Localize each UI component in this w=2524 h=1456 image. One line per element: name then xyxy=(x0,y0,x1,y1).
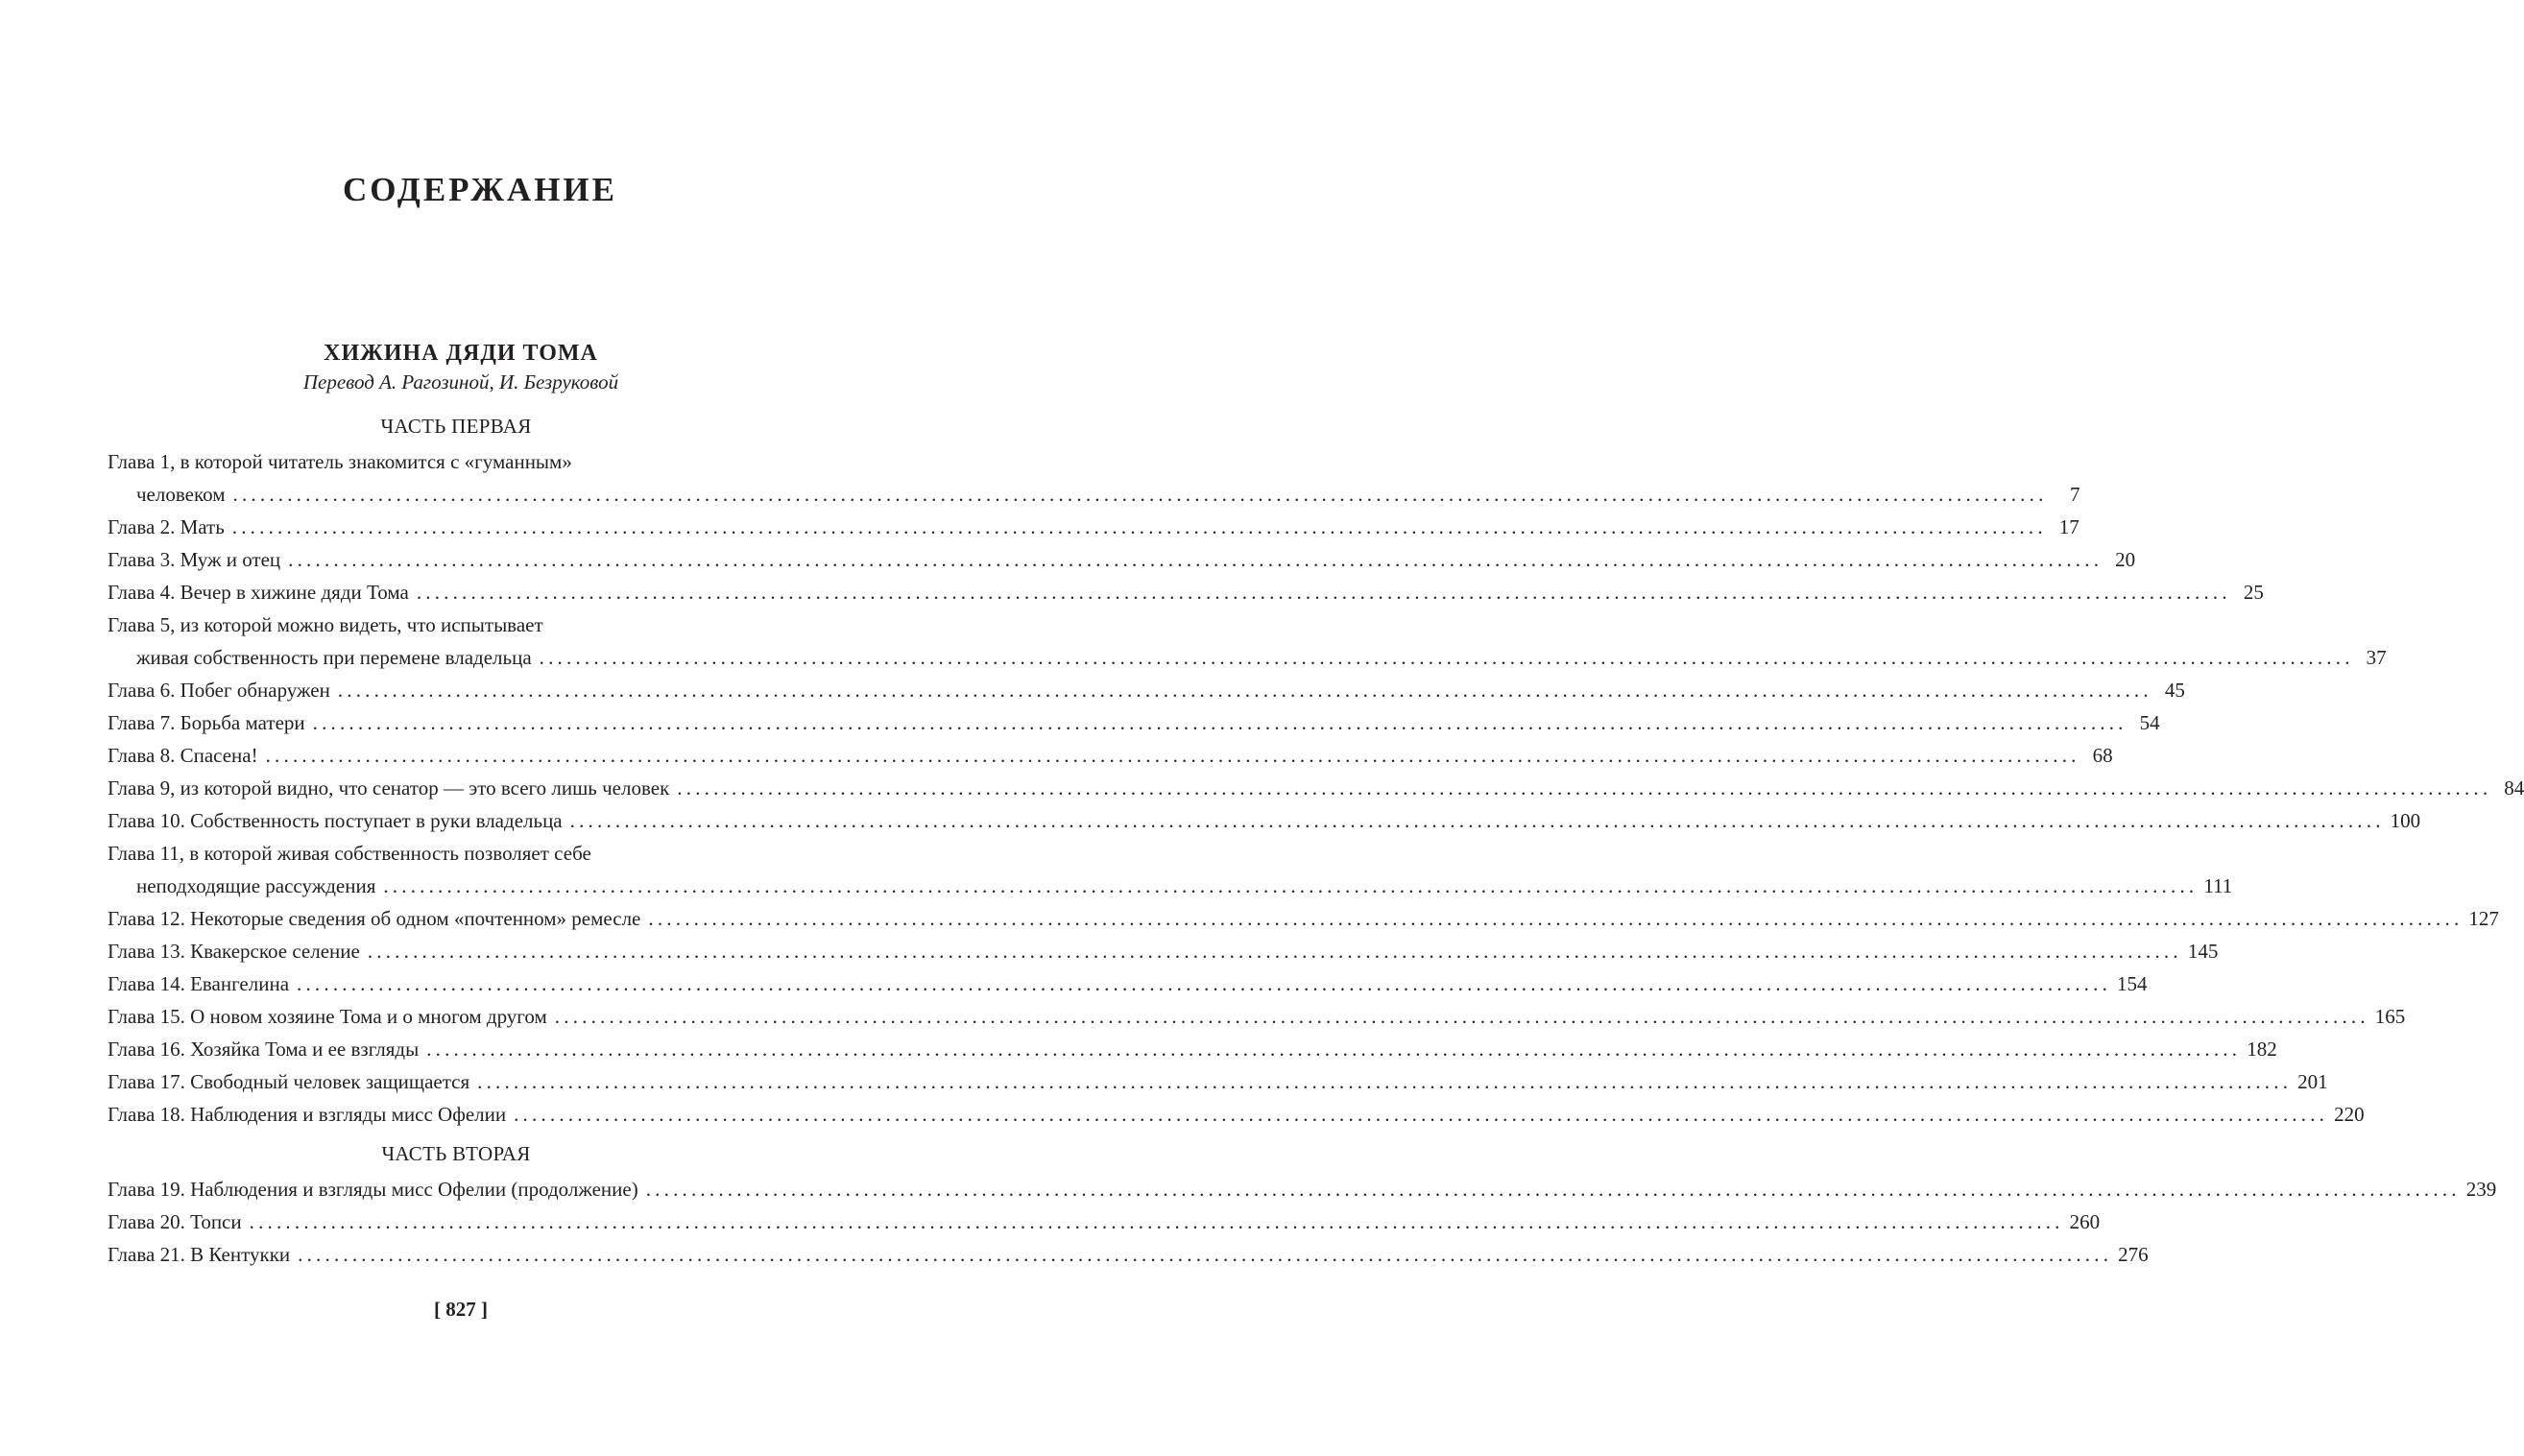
toc-page-number: 7 xyxy=(2070,483,2080,506)
dot-leader: ........................................................................................................................................................................................................ xyxy=(426,1038,2242,1061)
toc-entry-title: Глава 2. Мать xyxy=(108,515,225,538)
dot-leader: ........................................................................................................................................................................................................ xyxy=(288,548,2103,571)
toc-entry-title: Глава 18. Наблюдения и взгляды мисс Офелии xyxy=(108,1103,507,1126)
toc-entry-line xyxy=(108,1205,2101,1238)
toc-page-number: 37 xyxy=(2366,646,2387,669)
dot-leader: ........................................................................................................................................................................................................ xyxy=(383,874,2199,897)
toc-entry-line xyxy=(108,1065,2328,1098)
toc-entry-line xyxy=(108,1238,2149,1271)
dot-leader: ........................................................................................................................................................................................................ xyxy=(312,711,2127,734)
toc-page-number: 17 xyxy=(2058,515,2079,538)
toc-entry xyxy=(108,739,2113,772)
part-two xyxy=(108,1140,2497,1271)
toc-entry-title: Глава 21. В Кентукки xyxy=(108,1243,291,1266)
toc-entry xyxy=(108,1238,2149,1271)
toc-page-number: 239 xyxy=(2465,1178,2497,1201)
toc-page-number: 25 xyxy=(2243,581,2264,604)
toc-entry xyxy=(108,902,2499,935)
dot-leader: ........................................................................................................................................................................................................ xyxy=(298,1243,2113,1266)
toc-entry-title-first-line: Глава 5, из которой можно видеть, что испытывает xyxy=(108,613,543,636)
toc-page-number: 20 xyxy=(2115,548,2136,571)
toc-entry-title-first-line: Глава 1, в которой читатель знакомится с «гуманным» xyxy=(108,450,572,473)
toc-page-number: 100 xyxy=(2390,809,2421,832)
toc-entry-title: неподходящие рассуждения xyxy=(136,874,376,897)
toc-entry-title: живая собственность при перемене владельца xyxy=(136,646,532,669)
toc-entry-line xyxy=(108,739,2113,772)
dot-leader: ........................................................................................................................................................................................................ xyxy=(677,776,2492,800)
toc-page-number: 145 xyxy=(2187,940,2219,963)
toc-entry-title: Глава 9, из которой видно, что сенатор — это всего лишь человек xyxy=(108,776,670,800)
toc-entry-title: Глава 7. Борьба матери xyxy=(108,711,305,734)
toc-entry xyxy=(108,804,2421,837)
toc-page-number: 201 xyxy=(2297,1070,2328,1093)
toc-entry xyxy=(108,543,2136,576)
book-title: ХИЖИНА ДЯДИ ТОМА xyxy=(324,341,598,366)
toc-page-number: 165 xyxy=(2374,1005,2406,1028)
toc-entry xyxy=(108,837,2233,902)
toc-entry xyxy=(108,1033,2277,1065)
toc-entry-title: Глава 4. Вечер в хижине дяди Тома xyxy=(108,581,409,604)
toc-entry xyxy=(108,576,2264,609)
toc-entry xyxy=(108,609,2387,674)
toc-page-number: 260 xyxy=(2069,1210,2101,1233)
toc-list xyxy=(108,1173,2497,1271)
dot-leader: ........................................................................................................................................................................................................ xyxy=(249,1210,2064,1233)
toc-page-number: 68 xyxy=(2092,744,2113,767)
dot-leader: ........................................................................................................................................................................................................ xyxy=(265,744,2080,767)
part-one xyxy=(108,413,2524,1131)
toc-entry-line xyxy=(108,543,2136,576)
dot-leader: ........................................................................................................................................................................................................ xyxy=(231,515,2047,538)
toc-list xyxy=(108,445,2524,1131)
page-heading: СОДЕРЖАНИЕ xyxy=(342,171,617,208)
toc-entry-line xyxy=(108,870,2233,902)
toc-entry-line xyxy=(108,706,2160,739)
toc-entry-title: Глава 13. Квакерское селение xyxy=(108,940,360,963)
toc-entry-line xyxy=(108,1098,2365,1131)
toc-entry xyxy=(108,1098,2365,1131)
toc-entry xyxy=(108,706,2160,739)
toc-entry-title: Глава 14. Евангелина xyxy=(108,972,290,995)
toc-entry-title: Глава 19. Наблюдения и взгляды мисс Офелии (продолжение) xyxy=(108,1178,638,1201)
toc-entry-line xyxy=(108,967,2148,1000)
toc-page-number: 54 xyxy=(2139,711,2160,734)
dot-leader: ........................................................................................................................................................................................................ xyxy=(477,1070,2293,1093)
toc-entry-title: Глава 8. Спасена! xyxy=(108,744,258,767)
toc-entry xyxy=(108,511,2079,543)
dot-leader: ........................................................................................................................................................................................................ xyxy=(554,1005,2369,1028)
part-title: ЧАСТЬ ПЕРВАЯ xyxy=(380,415,532,438)
toc-entry-line xyxy=(108,1173,2497,1205)
toc-entry-title: человеком xyxy=(136,483,226,506)
toc-entry xyxy=(108,1205,2101,1238)
dot-leader: ........................................................................................................................................................................................................ xyxy=(416,581,2231,604)
dot-leader: ........................................................................................................................................................................................................ xyxy=(232,483,2048,506)
toc-entry-line xyxy=(108,674,2185,706)
toc-entry-title-first-line: Глава 11, в которой живая собственность позволяет себе xyxy=(108,842,591,865)
toc-entry-line xyxy=(108,1033,2277,1065)
toc-page-number: 127 xyxy=(2468,907,2499,930)
toc-entry-line xyxy=(108,902,2499,935)
dot-leader: ........................................................................................................................................................................................................ xyxy=(648,907,2464,930)
toc-page-number: 154 xyxy=(2117,972,2148,995)
dot-leader: ........................................................................................................................................................................................................ xyxy=(569,809,2385,832)
toc-page-number: 45 xyxy=(2164,679,2185,702)
toc-entry-line xyxy=(108,511,2079,543)
toc-page-number: 111 xyxy=(2203,874,2233,897)
toc-page-number: 220 xyxy=(2334,1103,2365,1126)
toc-entry-title: Глава 10. Собственность поступает в руки владельца xyxy=(108,809,563,832)
page-number: [ 827 ] xyxy=(434,1298,488,1321)
toc-entry-title: Глава 6. Побег обнаружен xyxy=(108,679,330,702)
translator-credit: Перевод А. Рагозиной, И. Безруковой xyxy=(302,370,619,394)
toc-entry-line xyxy=(108,641,2387,674)
toc-entry xyxy=(108,1173,2497,1205)
dot-leader: ........................................................................................................................................................................................................ xyxy=(514,1103,2329,1126)
toc-entry-line xyxy=(108,804,2421,837)
dot-leader: ........................................................................................................................................................................................................ xyxy=(297,972,2112,995)
toc-entry-title: Глава 17. Свободный человек защищается xyxy=(108,1070,470,1093)
toc-entry-title: Глава 20. Топси xyxy=(108,1210,242,1233)
dot-leader: ........................................................................................................................................................................................................ xyxy=(539,646,2354,669)
dot-leader: ........................................................................................................................................................................................................ xyxy=(645,1178,2461,1201)
toc-entry xyxy=(108,445,2080,511)
toc-page-number: 182 xyxy=(2247,1038,2277,1061)
toc-entry-line xyxy=(108,478,2080,511)
toc-entry-title: Глава 12. Некоторые сведения об одном «почтенном» ремесле xyxy=(108,907,641,930)
toc-page-number: 84 xyxy=(2504,776,2524,800)
toc-entry-line xyxy=(108,772,2524,804)
toc-entry xyxy=(108,967,2148,1000)
toc-entry xyxy=(108,674,2185,706)
toc-entry xyxy=(108,772,2524,804)
toc-entry xyxy=(108,1065,2328,1098)
toc-entry-title: Глава 15. О новом хозяине Тома и о многом другом xyxy=(108,1005,547,1028)
dot-leader: ........................................................................................................................................................................................................ xyxy=(367,940,2182,963)
toc-entry-line xyxy=(108,576,2264,609)
toc-entry-line xyxy=(108,1000,2406,1033)
toc-entry-title: Глава 3. Муж и отец xyxy=(108,548,281,571)
toc-entry xyxy=(108,935,2219,967)
toc-entry-line xyxy=(108,935,2219,967)
toc-entry xyxy=(108,1000,2406,1033)
part-title: ЧАСТЬ ВТОРАЯ xyxy=(381,1142,531,1165)
toc-entry-title: Глава 16. Хозяйка Тома и ее взгляды xyxy=(108,1038,420,1061)
dot-leader: ........................................................................................................................................................................................................ xyxy=(337,679,2152,702)
toc-page-number: 276 xyxy=(2118,1243,2149,1266)
